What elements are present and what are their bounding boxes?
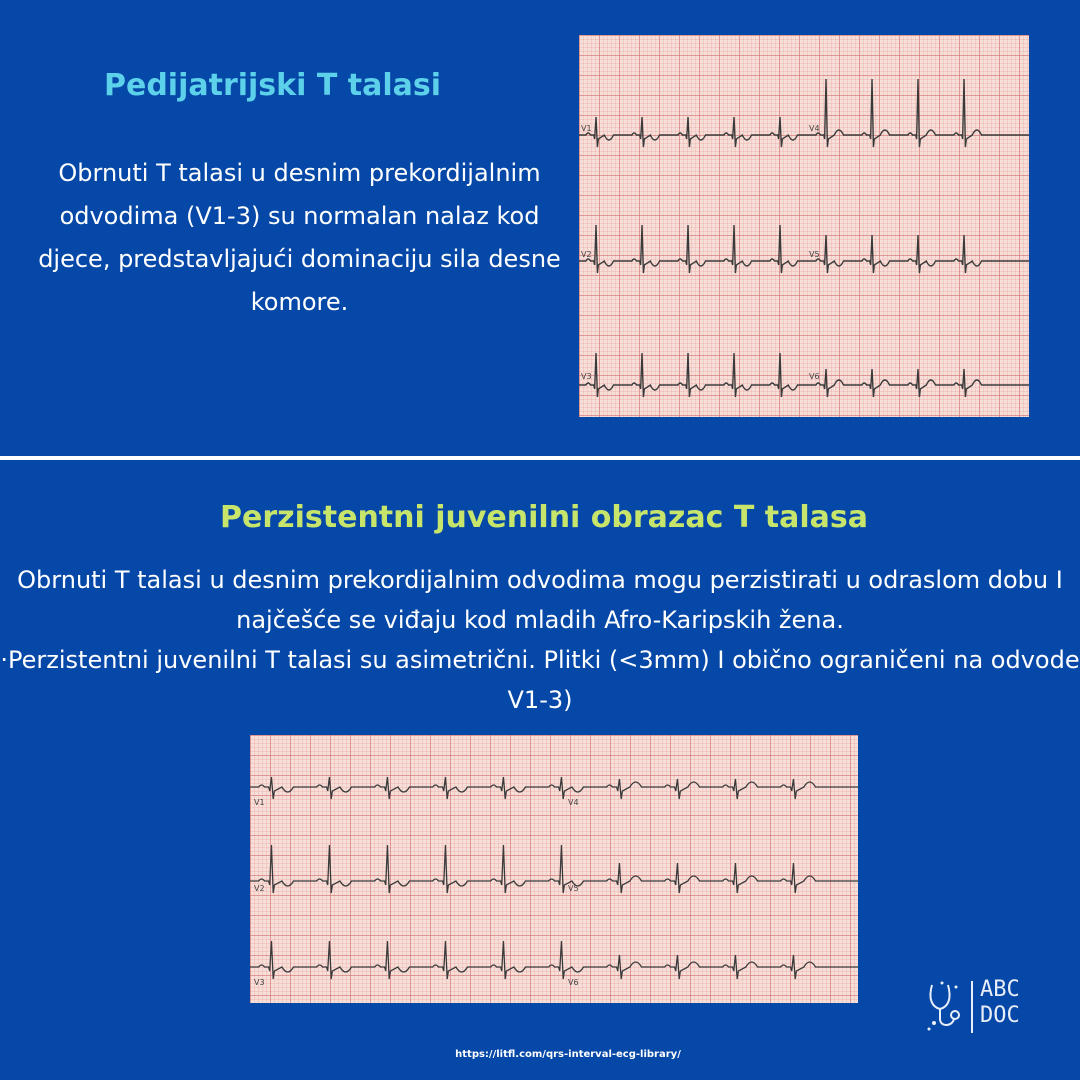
logo-divider [971, 981, 973, 1033]
section-title-pediatric: Pedijatrijski T talasi [103, 68, 442, 103]
ecg-trace-row [250, 941, 858, 979]
juvenile-paragraph-1: Obrnuti T talasi u desnim prekordijalnim odvodima mogu perzistirati u odraslom dobu I najčešće se viđaju kod mladih Afro-Karipskih žena. [17, 566, 1063, 634]
section-title-juvenile: Perzistentni juvenilni obrazac T talasa [220, 500, 868, 535]
ecg-trace-row [250, 777, 858, 799]
lead-label: V2 [581, 250, 592, 259]
ecg-trace-row [579, 353, 1029, 397]
juvenile-paragraph-2: ·Perzistentni juvenilni T talasi su asimetrični. Plitki (<3mm) I obično ograničeni na odvode V1-3) [0, 646, 1080, 714]
section-divider [0, 456, 1080, 460]
lead-label: V4 [809, 124, 820, 133]
section-text-juvenile [0, 560, 1080, 720]
ecg-image-pediatric [579, 35, 1029, 417]
logo-line-1: ABC [980, 977, 1020, 1002]
lead-label: V5 [568, 884, 579, 893]
lead-label: V1 [581, 124, 592, 133]
ecg-image-juvenile [250, 735, 858, 1003]
source-link[interactable]: https://litfl.com/qrs-interval-ecg-library/ [455, 1049, 681, 1060]
section-text-pediatric: Obrnuti T talasi u desnim prekordijalnim odvodima (V1-3) su normalan nalaz kod djece, predstavljajući dominaciju sila desne komore. [38, 159, 561, 316]
lead-label: V6 [809, 372, 820, 381]
lead-label: V5 [809, 250, 820, 259]
lead-label: V6 [568, 978, 579, 987]
stethoscope-icon [922, 979, 966, 1033]
ecg-trace-pediatric [579, 35, 1029, 417]
logo-text [980, 977, 1020, 1029]
lead-label: V1 [254, 798, 265, 807]
ecg-trace-juvenile [250, 735, 858, 1003]
lead-label: V2 [254, 884, 265, 893]
ecg-trace-row [579, 79, 1029, 147]
logo-line-2: DOC [980, 1003, 1020, 1028]
lead-label: V4 [568, 798, 579, 807]
lead-label: V3 [581, 372, 592, 381]
ecg-trace-row [250, 845, 858, 893]
ecg-trace-row [579, 225, 1029, 273]
lead-label: V3 [254, 978, 265, 987]
abc-doc-logo [922, 975, 1032, 1035]
